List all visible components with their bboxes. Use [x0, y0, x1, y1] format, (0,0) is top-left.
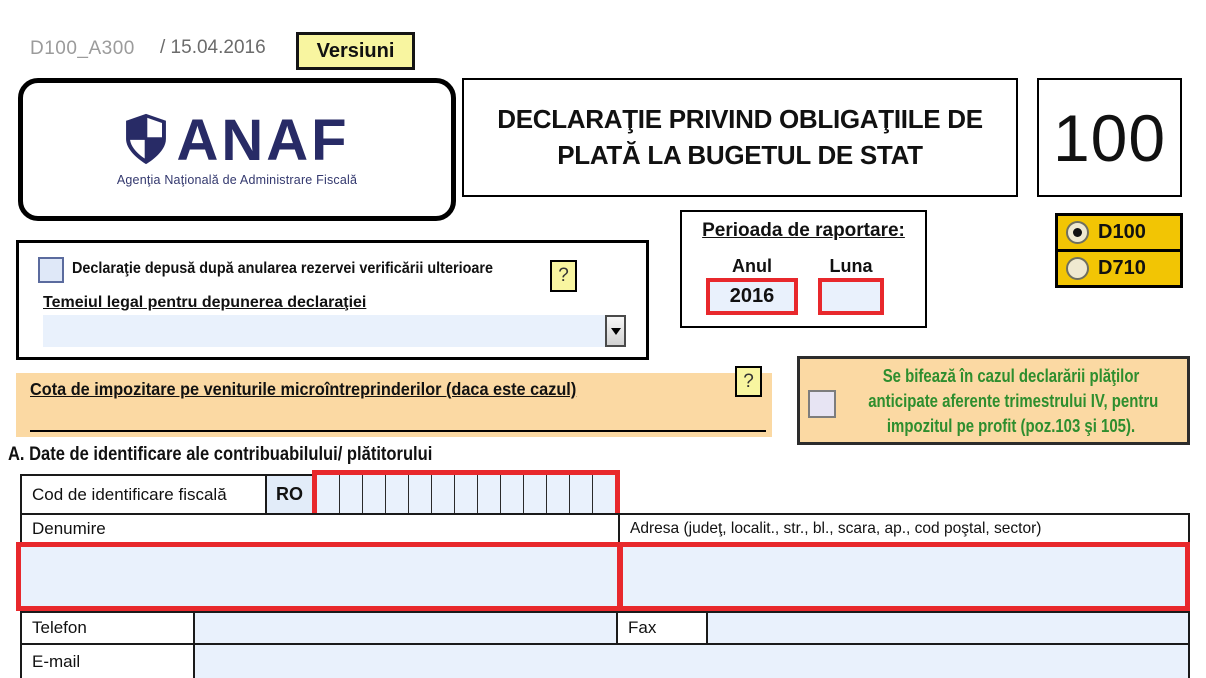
notice-line: Se bifează în cazul declarării plăţilor	[882, 366, 1140, 386]
fiscal-code-cell[interactable]	[386, 475, 409, 513]
form-title-line2: PLATĂ LA BUGETUL DE STAT	[557, 139, 923, 170]
reporting-period-heading: Perioada de raportare:	[702, 220, 905, 241]
radio-selected-icon[interactable]	[1066, 221, 1089, 244]
fax-label: Fax	[616, 611, 708, 645]
legal-basis-label: Temeiul legal pentru depunerea declaraţiei	[43, 294, 367, 311]
version-date-text: / 15.04.2016	[160, 37, 266, 58]
radio-unselected-icon[interactable]	[1066, 257, 1089, 280]
fax-input[interactable]	[706, 611, 1190, 645]
fiscal-code-cell[interactable]	[547, 475, 570, 513]
anaf-shield-icon	[124, 113, 168, 170]
anaf-wordmark: ANAF	[176, 108, 350, 173]
form-type-option-d710[interactable]	[1058, 252, 1180, 285]
anaf-full-name: Agenţia Naţională de Administrare Fiscală	[116, 173, 358, 187]
declaration-checkbox[interactable]	[38, 257, 64, 283]
reporting-period-box	[680, 210, 927, 328]
fiscal-code-cell[interactable]	[340, 475, 363, 513]
phone-label: Telefon	[20, 611, 195, 645]
address-input[interactable]	[618, 542, 1190, 611]
form-type-label: D710	[1098, 257, 1146, 279]
fiscal-code-cell[interactable]	[363, 475, 386, 513]
fiscal-code-cell[interactable]	[570, 475, 593, 513]
form-type-label: D100	[1098, 221, 1146, 243]
declaration-checkbox-label: Declaraţie depusă după anularea rezervei verificării ulterioare	[72, 260, 494, 277]
form-number: 100	[1052, 100, 1167, 175]
address-label	[618, 513, 1190, 544]
email-input[interactable]	[193, 643, 1190, 678]
form-type-selector	[1055, 213, 1183, 288]
year-input[interactable]: 2016	[706, 278, 798, 315]
micro-tax-input-line[interactable]	[30, 430, 766, 432]
notice-line: impozitul pe profit (poz.103 şi 105).	[886, 415, 1136, 436]
legal-basis-dropdown-button[interactable]	[605, 315, 626, 347]
fiscal-code-cell[interactable]	[593, 475, 615, 513]
versions-button[interactable]: Versiuni	[296, 32, 415, 70]
fiscal-code-cells[interactable]	[312, 470, 620, 518]
fiscal-code-cell[interactable]	[409, 475, 432, 513]
email-label: E-mail	[20, 643, 195, 678]
phone-input[interactable]	[193, 611, 618, 645]
profit-tax-notice-box	[797, 356, 1190, 445]
fiscal-code-cell[interactable]	[524, 475, 547, 513]
profit-tax-notice-checkbox[interactable]	[808, 390, 836, 418]
form-code-text: D100_A300	[30, 38, 135, 59]
micro-tax-help-button[interactable]: ?	[735, 366, 762, 397]
anaf-logo-box	[18, 78, 456, 221]
fiscal-code-cell[interactable]	[317, 475, 340, 513]
notice-line: anticipate aferente trimestrului IV, pentru	[868, 390, 1159, 411]
section-a-heading: A. Date de identificare ale contribuabilului/ plătitorului	[8, 444, 433, 465]
chevron-down-icon	[611, 328, 621, 335]
micro-tax-panel	[16, 373, 772, 437]
form-number-box	[1037, 78, 1182, 197]
month-input[interactable]	[818, 278, 884, 315]
declaration-help-button[interactable]: ?	[550, 260, 577, 292]
fiscal-code-prefix: RO	[265, 474, 314, 515]
month-label: Luna	[829, 256, 873, 276]
year-label: Anul	[732, 256, 772, 276]
form-title-line1: DECLARAŢIE PRIVIND OBLIGAŢIILE DE	[497, 104, 983, 135]
profit-tax-notice-text	[839, 364, 1183, 438]
micro-tax-label: Cota de impozitare pe veniturile microîntreprinderilor (daca este cazul)	[30, 379, 577, 399]
form-type-option-d100[interactable]	[1058, 216, 1180, 252]
name-input[interactable]	[16, 542, 622, 611]
name-label: Denumire	[20, 513, 620, 544]
legal-basis-dropdown[interactable]	[43, 315, 626, 347]
fiscal-code-cell[interactable]	[432, 475, 455, 513]
fiscal-code-cell[interactable]	[455, 475, 478, 513]
declaration-box	[16, 240, 649, 360]
fiscal-code-cell[interactable]	[501, 475, 524, 513]
address-label-text: Adresa (judeţ, localit., str., bl., scara, ap., cod poştal, sector)	[630, 519, 1042, 537]
fiscal-code-cell[interactable]	[478, 475, 501, 513]
fiscal-code-label: Cod de identificare fiscală	[20, 474, 267, 515]
form-title-box	[462, 78, 1018, 197]
